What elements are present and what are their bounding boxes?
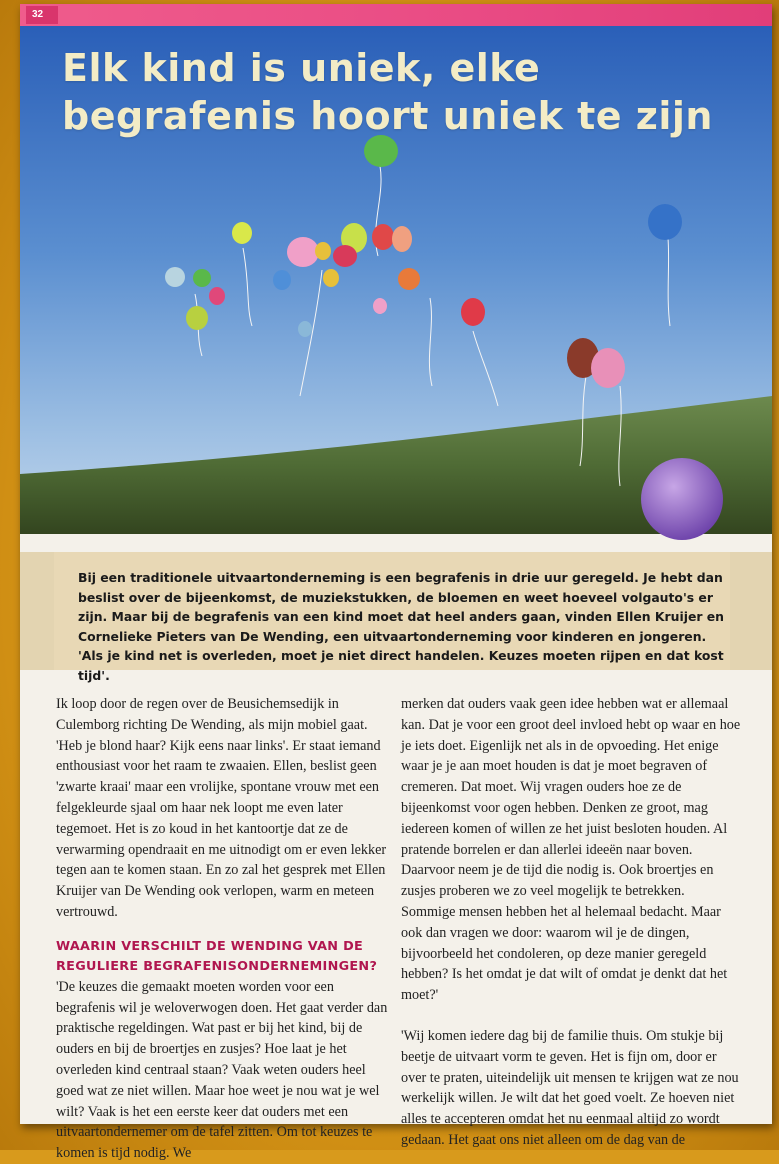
paragraph: 'Wij komen iedere dag bij de familie thuis. Om stukje bij beetje de uitvaart vorm te geven. Het is fijn om, door er over te praten, uiteindelijk uit mensen te krijgen wat ze nou werkelijk willen. Je wilt dat het goed voelt. Ze hoeven niet alles te accepteren omdat het nu eenmaal altijd zo wordt gedaan. Het gaat ons niet alleen om de dag van de: [401, 1027, 739, 1148]
headline: Elk kind is uniek, elke begrafenis hoort uniek te zijn: [62, 46, 713, 138]
magazine-page: [20, 4, 772, 1162]
right-column: [401, 694, 741, 1151]
intro-text: Bij een traditionele uitvaartonderneming is een begrafenis in drie uur geregeld. Je hebt dan beslist over de bijeenkomst, de muziekstukken, de bloemen en weet hoeveel volgauto's er zijn. Maar bij de begrafenis van een kind moet dat heel anders gaan, vinden Ellen Kruijer en Cornelieke Pieters van De Wending, een uitvaartonderneming voor kinderen en jongeren. 'Als je kind net is overleden, moet je niet direct handelen. Keuzes moeten rijpen en dat kost tijd'.: [78, 570, 725, 683]
balloons-photo: [20, 26, 772, 534]
left-column: [56, 694, 396, 1164]
top-color-bar: [20, 4, 772, 26]
paragraph: merken dat ouders vaak geen idee hebben wat er allemaal kan. Dat je voor een groot deel invloed hebt op waar en hoe je iets doet. Eigenlijk net als in de opvoeding. Het enige waar je je aan moet houden is dat je moet begraven of cremeren. Dat moet. Wij vragen ouders hoe ze de bijeenkomst voor ogen hebben. Denken ze groot, mag iedereen komen of willen ze het juist besloten houden. Al pratende borrelen er dan allerlei ideeën naar boven. Daarvoor neem je de tijd die nodig is. Ook broertjes en zusjes proberen we zo veel mogelijk te betrekken. Sommige mensen hebben het al helemaal bedacht. Maar ook dan vragen we door: waarom wil je de dingen, bijvoorbeeld het condoleren, op deze manier geregeld hebben? Is het omdat je dat wilt of omdat je denkt dat het moet?': [401, 696, 741, 1004]
page-number: 32: [26, 6, 58, 24]
section-heading: WAARIN VERSCHILT DE WENDING VAN DE REGULIERE BEGRAFENISONDERNEMINGEN?: [56, 938, 378, 974]
paragraph: Ik loop door de regen over de Beusichemsedijk in Culemborg richting De Wending, als mijn mobiel gaat. 'Heb je blond haar? Kijk eens naar links'. Er staat iemand enthousiast voor het raam te zwaaien. Ellen, beslist geen 'zwarte kraai' maar een vrolijke, spontane vrouw met een felgekleurde sjaal om haar nek loopt me even later tegemoet. Het is zo koud in het kantoortje dat ze de verwarming opendraait en me uitnodigt om er even lekker tegen aan te komen staan. En zo zal het gesprek met Ellen Kruijer van De Wending ook verlopen, warm en meteen vertrouwd.: [56, 696, 387, 920]
paragraph: 'De keuzes die gemaakt moeten worden voor een begrafenis wil je weloverwogen doen. Het gaat verder dan praktische regeldingen. Wat past er bij het kind, bij de ouders en bij de broertjes en zusjes? Hoe laat je het overleden kind centraal staan? Vaak weten ouders heel goed wat ze niet willen. Maar hoe weet je nou wat je wel wilt? Vaak is het een eerste keer dat ouders met een uitvaartondernemer om de tafel zitten. Om tot keuzes te komen is tijd nodig. We: [56, 978, 388, 1162]
paragraph-gap: [401, 1006, 741, 1026]
